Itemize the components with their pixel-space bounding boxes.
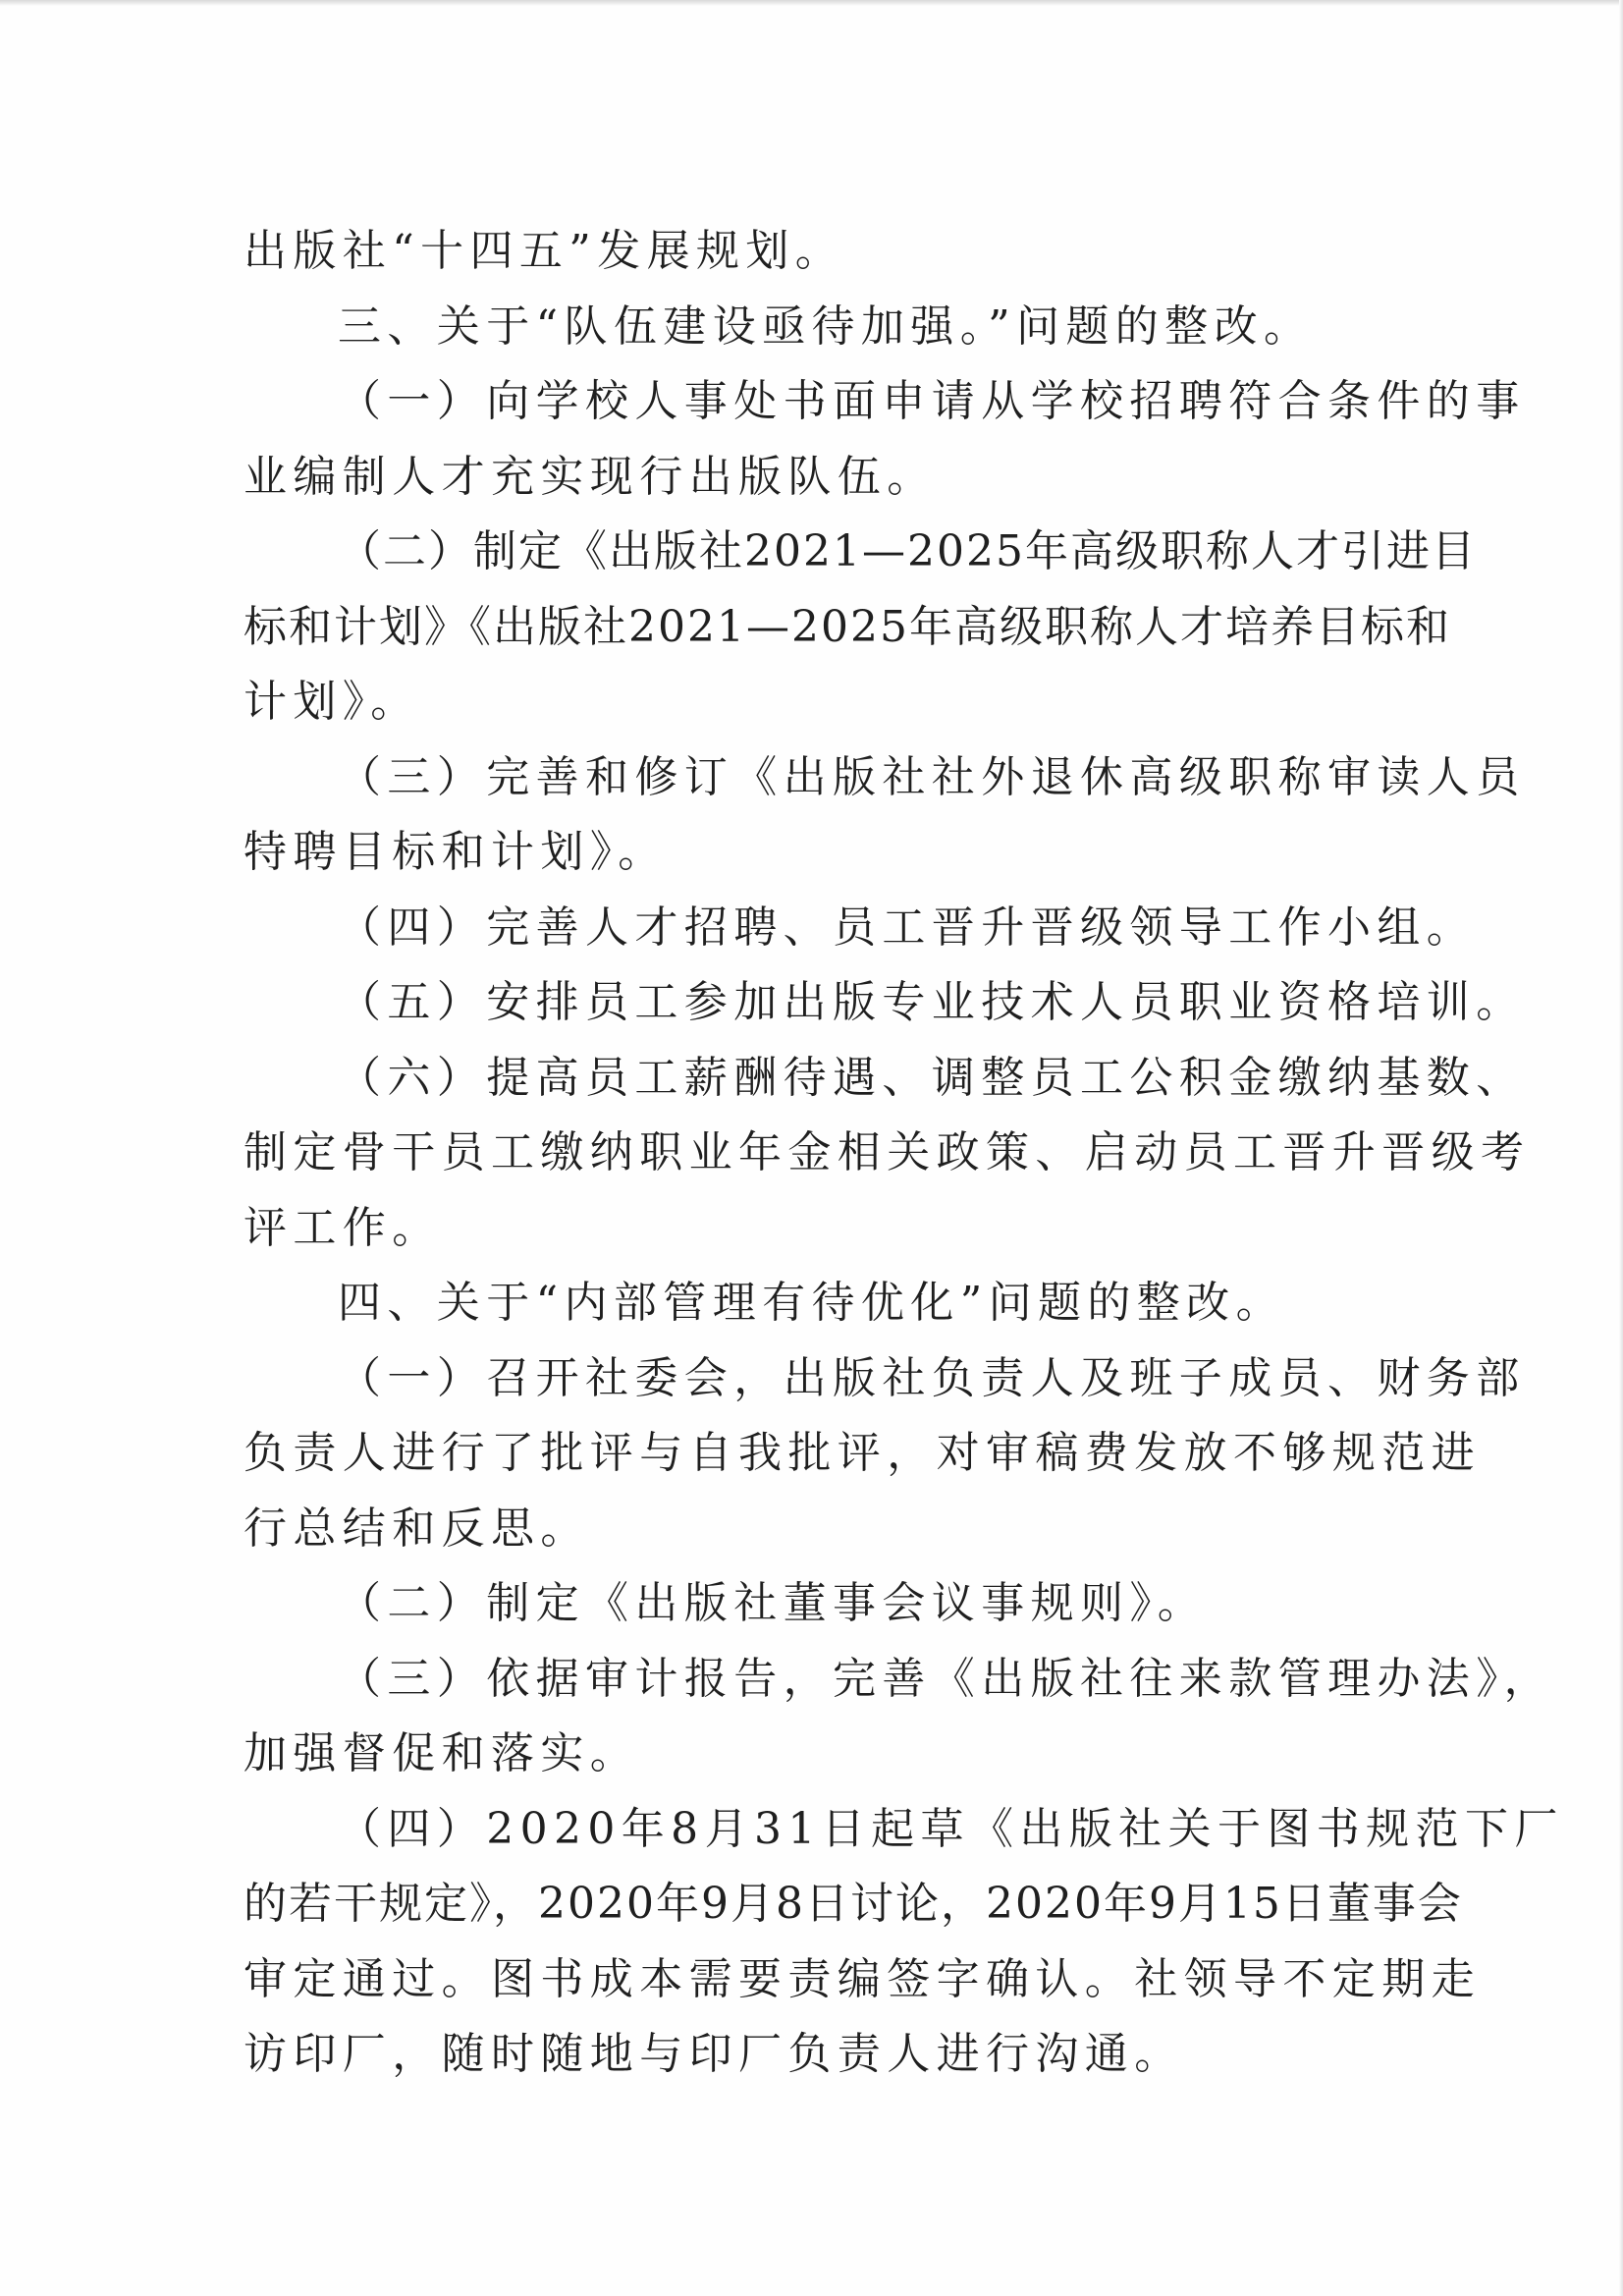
- text-line: 业编制人才充实现行出版队伍。: [243, 451, 937, 502]
- text-line: 负责人进行了批评与自我批评，对审稿费发放不够规范进: [243, 1428, 1481, 1478]
- text-line: （三）依据审计报告，完善《出版社往来款管理办法》，: [338, 1653, 1553, 1704]
- text-line: 的若干规定》，2020年9月8日讨论，2020年9月15日董事会: [243, 1879, 1463, 1929]
- text-line: （一）向学校人事处书面申请从学校招聘符合条件的事: [338, 376, 1526, 426]
- text-line: 制定骨干员工缴纳职业年金相关政策、启动员工晋升晋级考: [243, 1127, 1531, 1177]
- text-line: 计划》。: [243, 677, 420, 727]
- text-line: （二）制定《出版社2021—2025年高级职称人才引进目: [338, 526, 1477, 576]
- text-line: （一）召开社委会，出版社负责人及班子成员、财务部: [338, 1352, 1526, 1403]
- section-heading: 四、关于“内部管理有待优化”问题的整改。: [338, 1278, 1285, 1328]
- text-line: 出版社“十四五”发展规划。: [243, 226, 845, 276]
- text-line: 加强督促和落实。: [243, 1728, 640, 1778]
- text-line: 特聘目标和计划》。: [243, 827, 668, 877]
- text-line: （六）提高员工薪酬待遇、调整员工公积金缴纳基数、: [338, 1052, 1526, 1103]
- document-body: [243, 214, 1564, 2093]
- text-line: （四）2020年8月31日起草《出版社关于图书规范下厂: [338, 1803, 1564, 1854]
- text-line: （五）安排员工参加出版专业技术人员职业资格培训。: [338, 977, 1526, 1027]
- text-line: 标和计划》《出版社2021—2025年高级职称人才培养目标和: [243, 601, 1451, 652]
- text-line: （二）制定《出版社董事会议事规则》。: [338, 1578, 1208, 1628]
- text-line: 评工作。: [243, 1202, 442, 1253]
- text-line: 审定通过。图书成本需要责编签字确认。社领导不定期走: [243, 1953, 1481, 2004]
- scan-edge-right: [1619, 0, 1623, 2296]
- text-line: 行总结和反思。: [243, 1503, 590, 1554]
- text-line: （三）完善和修订《出版社社外退休高级职称审读人员: [338, 751, 1526, 802]
- text-line: 访印厂，随时随地与印厂负责人进行沟通。: [243, 2029, 1184, 2079]
- scan-edge-top: [0, 0, 1623, 6]
- text-line: （四）完善人才招聘、员工晋升晋级领导工作小组。: [338, 902, 1477, 953]
- section-heading: 三、关于“队伍建设亟待加强。”问题的整改。: [338, 301, 1314, 352]
